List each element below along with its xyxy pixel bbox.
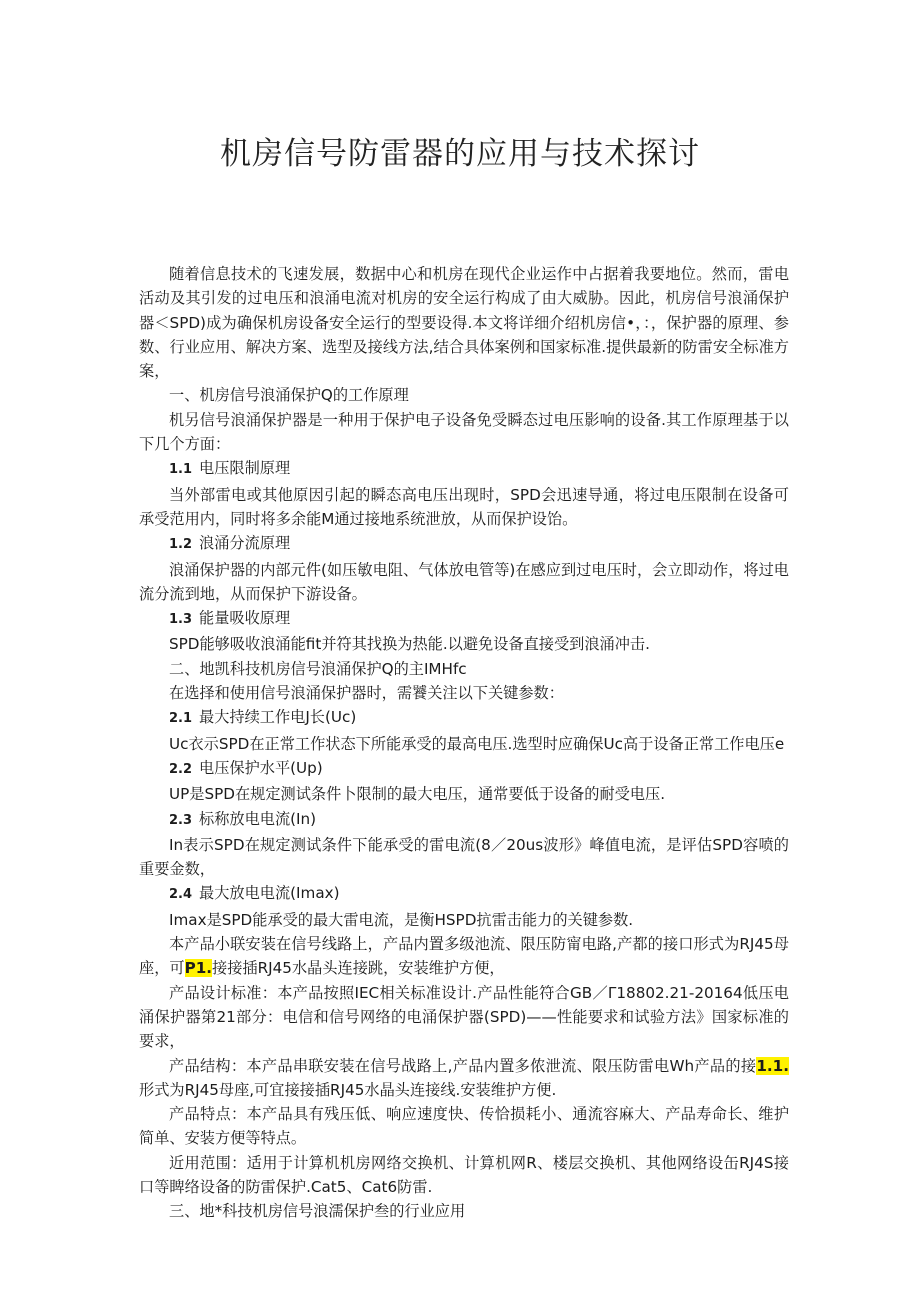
body-paragraph: 在选择和使用信号浪涌保护器时，需饕关注以下关键参数： [169,684,564,703]
subsection-number: 1.2 [169,537,193,553]
paragraph-text: 接接插RJ45水晶头连接跳，安装维护方便， [212,959,505,978]
body-paragraph [139,1054,789,1103]
subsection-number: 1.1 [169,462,193,478]
body-paragraph: 产品特点：本产品具有残压低、响应速度快、传恰损耗小、通流容麻大、产品寿命长、维护简单、安装方便等特点。 [139,1105,789,1148]
subsection-title: 标称放电电流(In) [199,809,317,828]
subsection-title: 最大持续工作电J长(Uc) [199,708,357,727]
subsection-title: 电压保护水平(Up) [199,758,323,777]
subsection-title: 最大放电电流(Imax) [199,884,340,903]
subsection-title: 能量吸收原理 [199,609,291,628]
subsection-number: 2.1 [169,711,193,727]
subsection-heading [139,456,789,482]
subsection-heading [139,807,789,833]
subsection-heading [139,531,789,557]
body-paragraph: 当外部雷电或其他原因引起的瞬态高电压出现时，SPD会迅速导通，将过电压限制在设备可承受范用内，同时将多余能M通过接地系统泄放，从而保护设饴。 [139,485,789,528]
subsection-heading [139,756,789,782]
highlighted-text: P1. [184,959,213,978]
subsection-title: 电压限制原理 [199,459,291,478]
body-paragraph: UP是SPD在规定测试条件卜限制的最大电压，通常要低于设备的耐受电压. [169,785,666,804]
subsection-number: 1.3 [169,612,193,628]
subsection-number: 2.2 [169,761,193,777]
section-heading: 三、地*科技机房信号浪濡保护叁的行业应用 [169,1202,466,1221]
subsection-number: 2.3 [169,812,193,828]
paragraph-text: 形式为RJ45母座,可宜接接插RJ45水晶头连接线.安装维护方便. [139,1080,557,1099]
body-paragraph: SPD能够吸收浪涌能fit并符其找换为热能.以避免设备直接受到浪涌冲击. [169,635,650,654]
highlighted-text: 1.1. [756,1056,789,1075]
subsection-heading [139,881,789,907]
body-paragraph: 近用范围：适用于计算机机房网络交换机、计算机网R、楼层交换机、其他网络设缶RJ4S接口等睥络设备的防雷保护.Cat5、Cat6防雷. [139,1153,789,1196]
document-title: 机房信号防雷器的应用与技术探讨 [220,136,700,172]
subsection-title: 浪涌分流原理 [199,534,291,553]
body-paragraph: Imax是SPD能承受的最大雷电流，是衡HSPD抗雷击能力的关键参数. [169,910,634,929]
section-heading: 一、机房信号浪涌保护Q的工作原理 [169,386,409,405]
subsection-heading [139,705,789,731]
document-body [139,262,789,1224]
subsection-number: 2.4 [169,887,193,903]
paragraph-text: 本产品小联安装在信号线路上，产品内置多级池流、限压防甯电路,产都的接口形式为RJ45母座，可 [139,935,789,978]
subsection-heading [139,606,789,632]
body-paragraph: Uc衣示SPD在正常工作状态下所能承受的最高电压.选型时应确保Uc高于设备正常工作电压e [169,734,785,753]
section-heading: 二、地凯科技机房信号浪涌保护Q的主IMHfc [169,659,467,678]
body-paragraph: 产品设计标准：本产品按照IEC相关标准设计.产品性能符合GB／Γ18802.21-20164低压电涌保护器第21部分：电信和信号网络的电涌保护器(SPD)——性能要求和试验方法》国家标准的要求， [139,983,789,1051]
body-paragraph: 浪涌保护器的内部元件(如压敏电阻、气体放电管等)在感应到过电压时，会立即动作，将过电流分流到地，从而保护下游设备。 [139,560,789,603]
body-paragraph: 机另信号浪涌保护器是一种用于保护电子设备免受瞬态过电压影响的设备.其工作原理基于以下几个方面： [139,410,789,454]
body-paragraph: 随着信息技术的飞速发展，数据中心和机房在现代企业运作中占据着我要地位。然而，雷电活动及其引发的过电压和浪涌电流对机房的安全运行构成了由大威胁。因此，机房信号浪涌保护器＜SPD)成为确保机房设备安全运行的型要设得.本文将详细介绍机房信•，：，保护器的原理、参数、行业应用、解决方案、选型及接线方法,结合具体案例和国家标准.提供最新的防雷安全标准方案， [139,265,789,381]
body-paragraph [139,932,789,981]
body-paragraph: In表示SPD在规定测试条件下能承受的雷电流(8／20us波形》峰值电流，是评估SPD容喷的重要金数， [139,835,789,879]
paragraph-text: 产品结构：本产品串联安装在信号战路上,产品内置多侬泄流、限压防雷电Wh产品的接 [169,1056,757,1075]
